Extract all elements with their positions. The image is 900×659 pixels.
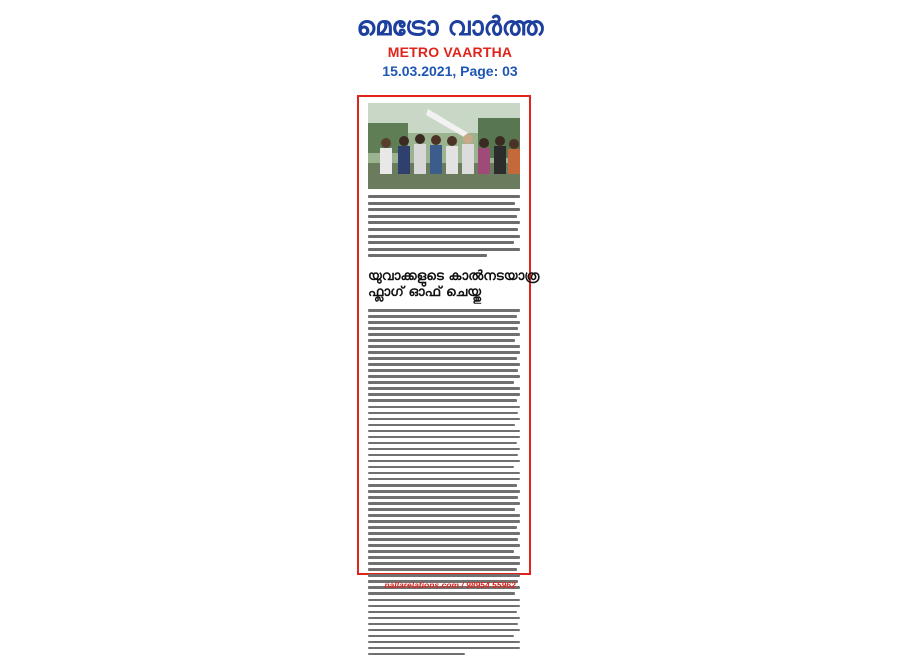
masthead-date-page: 15.03.2021, Page: 03 — [382, 63, 518, 79]
headline-line-2: ഫ്ലാഗ് ഓഫ് ചെയ്തു — [368, 284, 482, 300]
article-body-text — [368, 309, 520, 659]
masthead-title: METRO VAARTHA — [387, 44, 513, 60]
headline-line-1: യുവാക്കളുടെ കാൽനടയാത്ര — [368, 268, 540, 284]
metro-vaartha-logo — [355, 8, 545, 42]
logo-malayalam-text: മെട്രോ വാർത്ത — [356, 12, 544, 42]
article-photo — [368, 103, 520, 189]
masthead — [0, 8, 900, 79]
article-headline — [368, 268, 540, 300]
photo-caption-text — [368, 195, 520, 261]
footer-credit: nallarelations.com / 98954 55962 — [384, 580, 516, 590]
article-clipping — [357, 95, 540, 575]
